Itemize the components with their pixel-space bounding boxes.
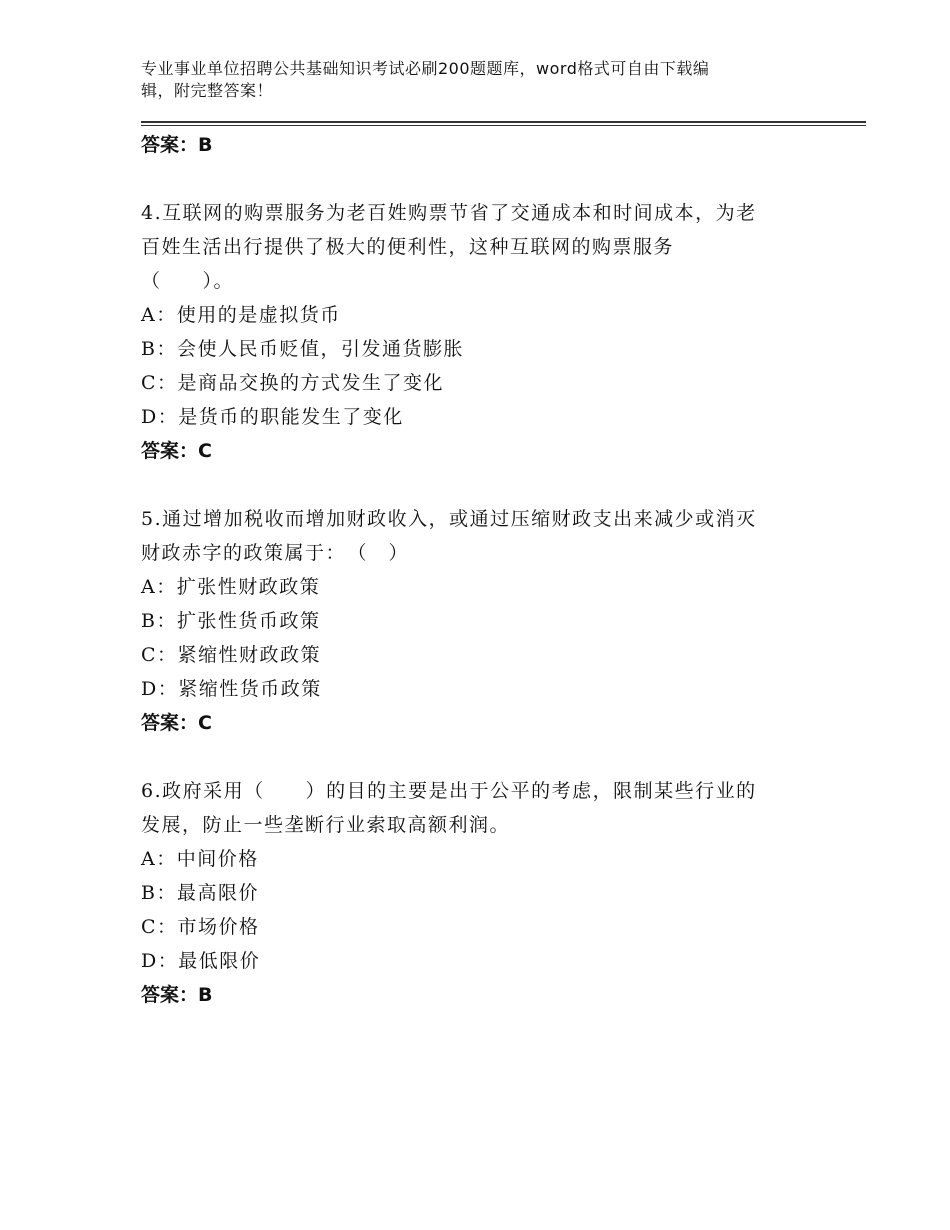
- header-line-2: 辑，附完整答案！: [141, 81, 274, 100]
- question-4-stem-line-2: 百姓生活出行提供了极大的便利性，这种互联网的购票服务: [141, 236, 675, 258]
- question-5-stem-line-1: 5.通过增加税收而增加财政收入，或通过压缩财政支出来减少或消灭: [141, 508, 757, 530]
- question-6-option-c: C：市场价格: [141, 916, 260, 938]
- question-6-stem-line-1: 6.政府采用（ ）的目的主要是出于公平的考虑，限制某些行业的: [141, 780, 757, 802]
- answer-q6: 答案：B: [141, 984, 213, 1006]
- question-4-stem: [141, 196, 821, 298]
- question-4-stem-line-3: （ ）。: [141, 270, 235, 292]
- answer-q4: 答案：C: [141, 440, 212, 462]
- header-rule-thin: [141, 125, 866, 126]
- question-4: [141, 196, 821, 468]
- question-5-option-c: C：紧缩性财政政策: [141, 644, 322, 666]
- question-5-stem: [141, 502, 821, 570]
- header-line-1: 专业事业单位招聘公共基础知识考试必刷200题题库，word格式可自由下载编: [141, 59, 710, 78]
- question-5-stem-line-2: 财政赤字的政策属于： （ ）: [141, 542, 410, 564]
- question-4-option-c: C：是商品交换的方式发生了变化: [141, 372, 445, 394]
- question-4-stem-line-1: 4.互联网的购票服务为老百姓购票节省了交通成本和时间成本，为老: [141, 202, 757, 224]
- question-4-option-b: B：会使人民币贬值，引发通货膨胀: [141, 338, 464, 360]
- question-4-option-d: D：是货币的职能发生了变化: [141, 406, 404, 428]
- answer-q3: 答案：B: [141, 134, 213, 156]
- question-5-option-a: A：扩张性财政政策: [141, 576, 321, 598]
- question-5-option-b: B：扩张性货币政策: [141, 610, 321, 632]
- question-5: [141, 502, 821, 740]
- header-rule-thick: [141, 121, 866, 123]
- question-5-option-d: D：紧缩性货币政策: [141, 678, 322, 700]
- question-4-option-a: A：使用的是虚拟货币: [141, 304, 341, 326]
- question-6-option-d: D：最低限价: [141, 950, 261, 972]
- answer-q5: 答案：C: [141, 712, 212, 734]
- question-6: [141, 774, 821, 1012]
- question-6-option-a: A：中间价格: [141, 848, 259, 870]
- question-list: [141, 128, 821, 1012]
- page-header: [141, 58, 801, 102]
- question-6-stem: [141, 774, 821, 842]
- question-6-option-b: B：最高限价: [141, 882, 259, 904]
- question-6-stem-line-2: 发展，防止一些垄断行业索取高额利润。: [141, 814, 511, 836]
